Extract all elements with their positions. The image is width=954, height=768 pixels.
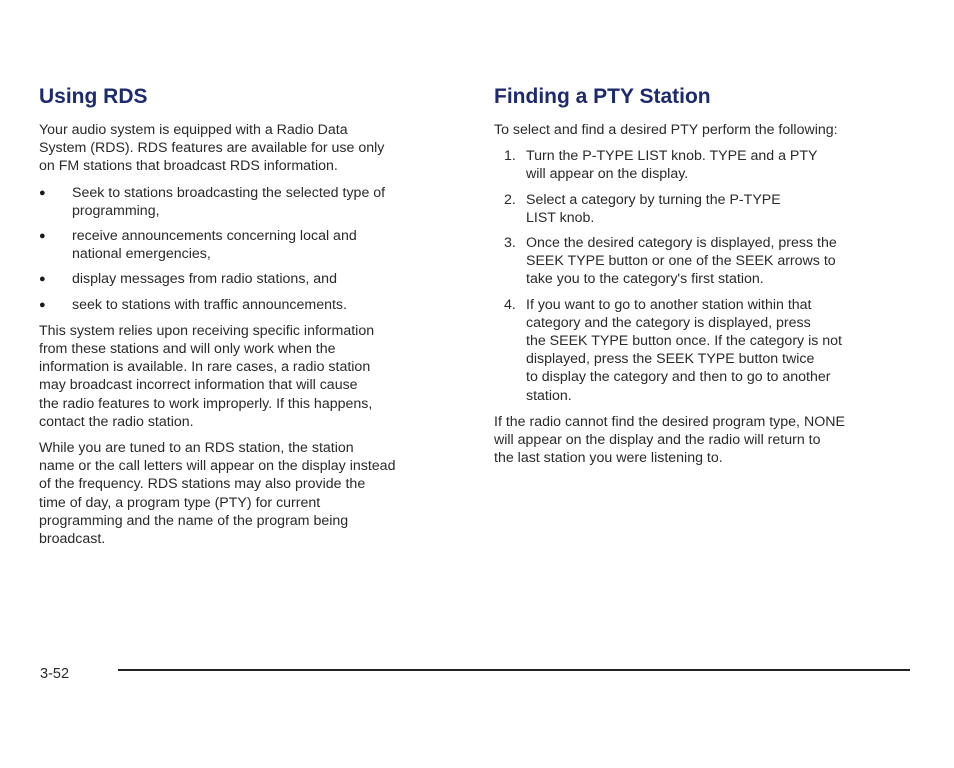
left-column	[39, 84, 464, 556]
page-number: 3-52	[40, 666, 70, 682]
list-item: 4. If you want to go to another station within that category and the category is displayed, press the SEEK TYPE button once. If the category is not displayed, press the SEEK TYPE button twice to display the category and then to go to another station.	[504, 296, 842, 404]
pty-steps-list	[494, 147, 914, 405]
bullet-icon: ●	[39, 186, 46, 199]
step-number: 1.	[504, 148, 516, 165]
list-item: ● receive announcements concerning local and national emergencies,	[39, 228, 357, 263]
footer-divider	[118, 669, 910, 671]
rds-reliance-paragraph: This system relies upon receiving specific information from these stations and will only work when the information is available. In rare cases, a radio station may broadcast incorrect information that will cause the radio features to work improperly. If this happens, contact the radio station.	[39, 322, 375, 430]
bullet-icon: ●	[39, 298, 46, 311]
step-number: 3.	[504, 235, 516, 252]
rds-feature-list	[39, 184, 464, 314]
bullet-icon: ●	[39, 273, 46, 286]
right-column	[494, 84, 914, 475]
pty-intro-paragraph: To select and find a desired PTY perform the following:	[494, 122, 838, 138]
rds-intro-paragraph: Your audio system is equipped with a Radio Data System (RDS). RDS features are available for use only on FM stations that broadcast RDS information.	[39, 122, 385, 175]
list-item: 3. Once the desired category is displayed, press the SEEK TYPE button or one of the SEEK arrows to take you to the category's first station.	[504, 235, 837, 288]
finding-pty-heading: Finding a PTY Station	[494, 85, 711, 108]
using-rds-heading: Using RDS	[39, 85, 148, 108]
list-item: ● Seek to stations broadcasting the selected type of programming,	[39, 184, 386, 219]
list-item: ● seek to stations with traffic announcements.	[39, 296, 347, 313]
list-item: 1. Turn the P-TYPE LIST knob. TYPE and a PTY will appear on the display.	[504, 148, 818, 183]
list-item: ● display messages from radio stations, and	[39, 271, 337, 288]
pty-closing-paragraph: If the radio cannot find the desired program type, NONE will appear on the display and the radio will return to the last station you were listening to.	[494, 413, 845, 467]
bullet-icon: ●	[39, 230, 46, 243]
list-item: 2. Select a category by turning the P-TYPE LIST knob.	[504, 191, 781, 226]
rds-station-paragraph: While you are tuned to an RDS station, the station name or the call letters will appear on the display instead of the frequency. RDS stations may also provide the time of day, a program type (PTY) for current programming and the name of the program being broadcast.	[39, 440, 396, 548]
step-number: 2.	[504, 191, 516, 208]
step-number: 4.	[504, 296, 516, 313]
